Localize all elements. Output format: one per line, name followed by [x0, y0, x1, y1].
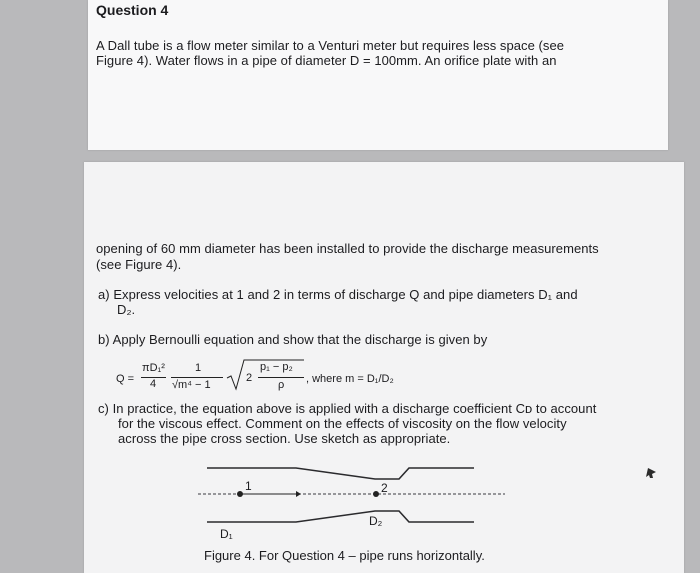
formula-num3: p₁ − p₂: [260, 361, 293, 373]
formula-den2: √m⁴ − 1: [172, 379, 211, 391]
point-2-label: 2: [381, 481, 388, 495]
formula-num2: 1: [195, 362, 202, 374]
formula-two: 2: [246, 372, 253, 384]
point-2-marker: [373, 491, 379, 497]
formula-den1: 4: [150, 378, 157, 390]
formula-num1: πD₁²: [142, 362, 165, 374]
continuation-line-1: opening of 60 mm diameter has been installed to provide the discharge measurements: [96, 241, 599, 256]
part-b-line: b) Apply Bernoulli equation and show that the discharge is given by: [98, 332, 488, 347]
formula-where: , where m = D₁/D₂: [306, 373, 394, 385]
cursor-arrow: [646, 468, 656, 478]
part-c-line-3: across the pipe cross section. Use sketch as appropriate.: [118, 431, 451, 446]
d1-label: D₁: [220, 527, 233, 541]
question-title: Question 4: [96, 2, 169, 18]
pipe-top-wall: [207, 468, 474, 479]
point-1-marker: [237, 491, 243, 497]
continuation-line-2: (see Figure 4).: [96, 257, 182, 272]
pipe-bottom-wall: [207, 511, 474, 522]
formula-den3: ρ: [278, 379, 285, 391]
flow-arrow-head: [296, 491, 301, 497]
part-c-line-2: for the viscous effect. Comment on the effects of viscosity on the flow velocity: [118, 416, 567, 431]
part-a-line-1: a) Express velocities at 1 and 2 in terms of discharge Q and pipe diameters D₁ and: [98, 287, 578, 302]
figure-caption: Figure 4. For Question 4 – pipe runs horizontally.: [204, 548, 485, 563]
part-a-line-2: D₂.: [117, 302, 136, 317]
part-c-line-1: c) In practice, the equation above is applied with a discharge coefficient Cᴅ to account: [98, 401, 597, 416]
d2-label: D₂: [369, 514, 383, 528]
point-1-label: 1: [245, 479, 252, 493]
intro-line-1: A Dall tube is a flow meter similar to a Venturi meter but requires less space (see: [96, 38, 565, 53]
formula-q: Q =: [116, 373, 135, 385]
intro-line-2: Figure 4). Water flows in a pipe of diameter D = 100mm. An orifice plate with an: [96, 53, 557, 68]
